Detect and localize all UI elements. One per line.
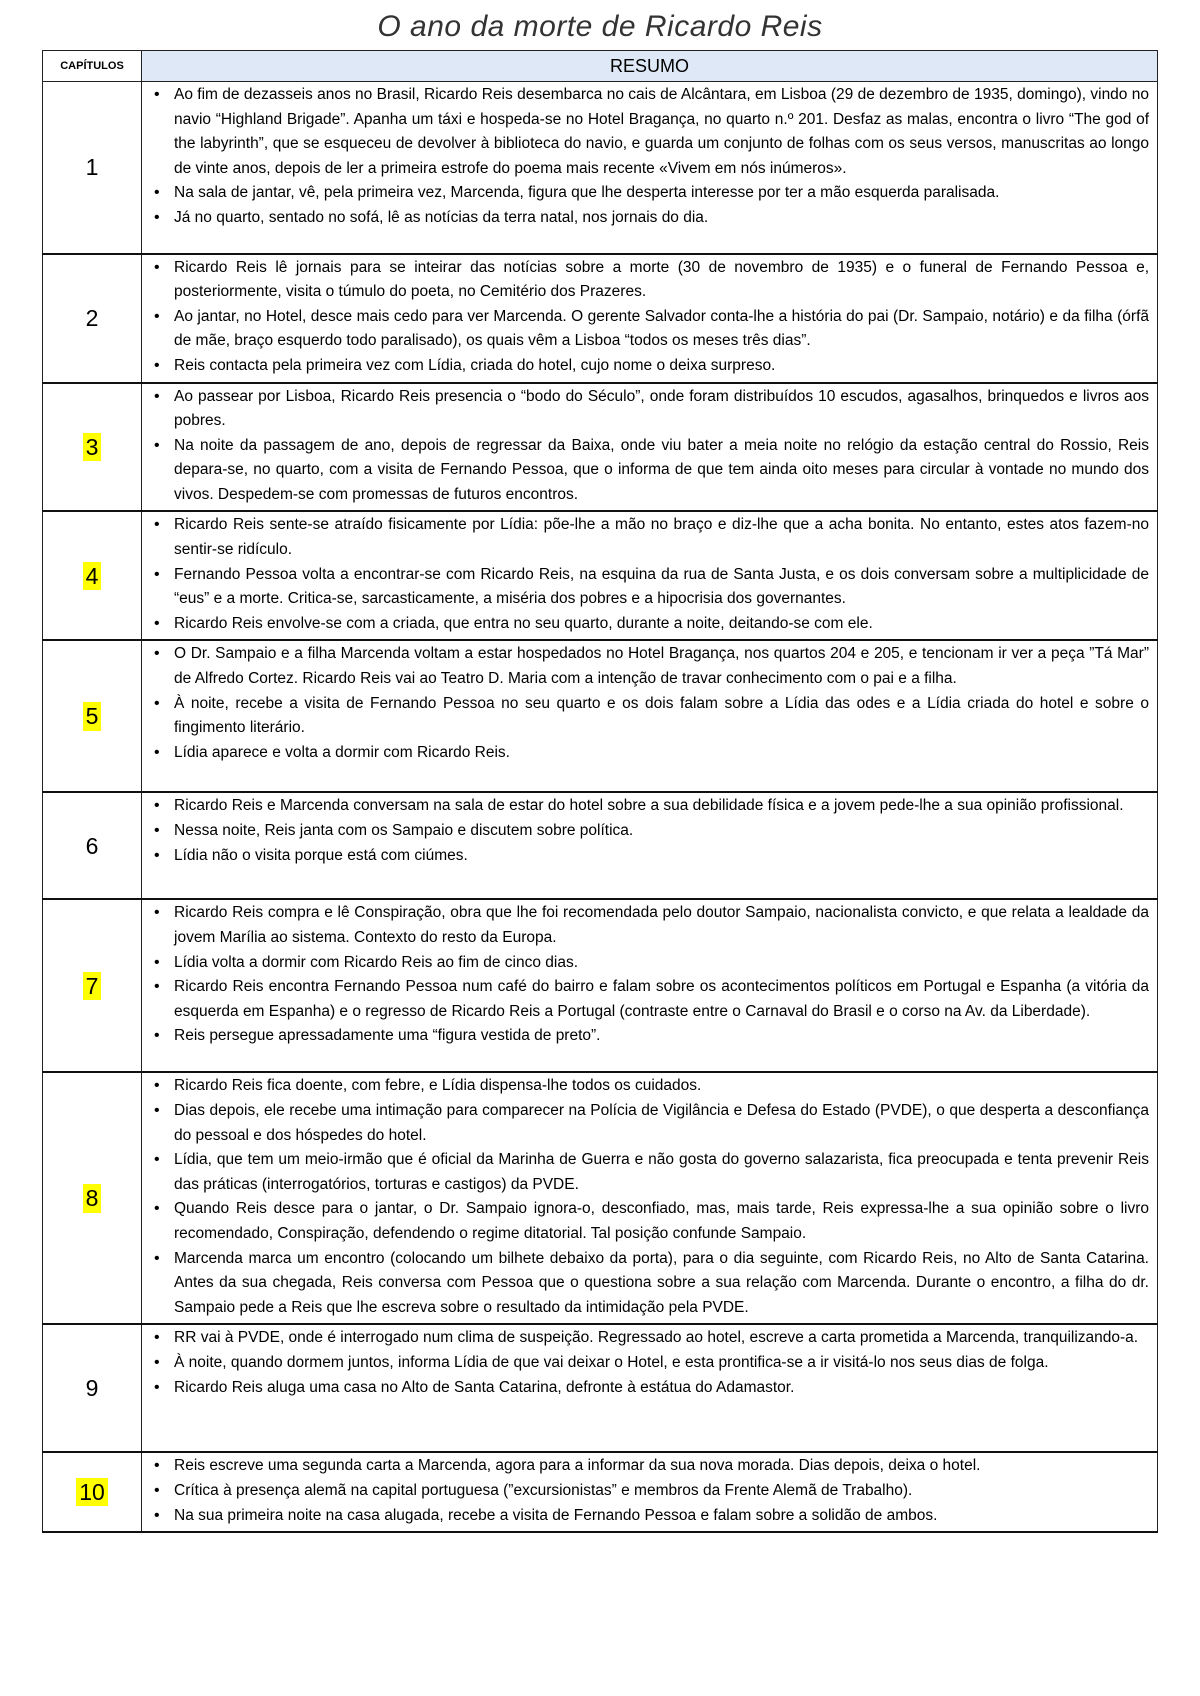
chapter-cell bbox=[43, 899, 142, 1072]
table-header-row bbox=[43, 51, 1158, 82]
summary-item: • Na sua primeira noite na casa alugada, recebe a visita de Fernando Pessoa e falam sobre a solidão de ambos. bbox=[174, 1504, 1149, 1529]
summary-list bbox=[148, 256, 1149, 379]
summary-item: • Marcenda marca um encontro (colocando um bilhete debaixo da porta), para o dia seguinte, com Ricardo Reis, no Alto de Santa Catarina. Antes da sua chegada, Reis conversa com Pessoa que o questiona sobre a sua relação com Marcenda. Durante o encontro, a filha do dr. Sampaio pede a Reis que lhe escreva sobre o resultado da intimidação pela PVDE. bbox=[174, 1247, 1149, 1321]
summary-item: • Ricardo Reis sente-se atraído fisicamente por Lídia: põe-lhe a mão no braço e diz-lhe que a acha bonita. No entanto, estes atos fazem-no sentir-se ridículo. bbox=[174, 513, 1149, 562]
summary-item: • Ao passear por Lisboa, Ricardo Reis presencia o “bodo do Século”, onde foram distribuídos 10 escudos, agasalhos, brinquedos e livros aos pobres. bbox=[174, 385, 1149, 434]
chapter-cell bbox=[43, 511, 142, 640]
summary-list bbox=[148, 1326, 1149, 1400]
summary-item: • Ricardo Reis e Marcenda conversam na sala de estar do hotel sobre a sua debilidade física e a jovem pede-lhe a sua opinião profissional. bbox=[174, 794, 1149, 819]
summary-item: • Ricardo Reis fica doente, com febre, e Lídia dispensa-lhe todos os cuidados. bbox=[174, 1074, 1149, 1099]
summary-cell bbox=[142, 383, 1158, 512]
summary-item: • Já no quarto, sentado no sofá, lê as notícias da terra natal, nos jornais do dia. bbox=[174, 206, 1149, 231]
summary-item: • Crítica à presença alemã na capital portuguesa (”excursionistas” e membros da Frente Alemã de Trabalho). bbox=[174, 1479, 1149, 1504]
table-row bbox=[43, 640, 1158, 792]
table-row bbox=[43, 1324, 1158, 1452]
document-title: O ano da morte de Ricardo Reis bbox=[377, 10, 823, 43]
chapter-number: 7 bbox=[83, 972, 102, 1000]
summary-cell bbox=[142, 511, 1158, 640]
chapter-cell bbox=[43, 1452, 142, 1532]
summary-item: • Ricardo Reis aluga uma casa no Alto de Santa Catarina, defronte à estátua do Adamastor. bbox=[174, 1376, 1149, 1401]
summary-item: • Ricardo Reis lê jornais para se inteirar das notícias sobre a morte (30 de novembro de 1935) e o funeral de Fernando Pessoa e, posteriormente, visita o túmulo do poeta, no Cemitério dos Prazeres. bbox=[174, 256, 1149, 305]
summary-item: • Reis persegue apressadamente uma “figura vestida de preto”. bbox=[174, 1024, 1149, 1049]
summary-cell bbox=[142, 792, 1158, 899]
chapters-column-header: CAPÍTULOS bbox=[43, 51, 142, 82]
summary-item: • Fernando Pessoa volta a encontrar-se com Ricardo Reis, na esquina da rua de Santa Justa, e os dois conversam sobre a multiplicidade de “eus” e a morte. Critica-se, sarcasticamente, a miséria dos pobres e a hipocrisia dos governantes. bbox=[174, 563, 1149, 612]
summary-item: • Lídia volta a dormir com Ricardo Reis ao fim de cinco dias. bbox=[174, 951, 1149, 976]
chapter-cell bbox=[43, 383, 142, 512]
chapter-cell bbox=[43, 82, 142, 254]
table-row bbox=[43, 899, 1158, 1072]
chapter-number: 6 bbox=[85, 832, 99, 859]
table-row bbox=[43, 82, 1158, 254]
summary-list bbox=[148, 1074, 1149, 1320]
summary-item: • Nessa noite, Reis janta com os Sampaio e discutem sobre política. bbox=[174, 819, 1149, 844]
summary-item: • Ricardo Reis envolve-se com a criada, que entra no seu quarto, durante a noite, deitando-se com ele. bbox=[174, 612, 1149, 637]
summary-cell bbox=[142, 254, 1158, 383]
summary-list bbox=[148, 901, 1149, 1049]
summary-cell bbox=[142, 1324, 1158, 1452]
table-row bbox=[43, 254, 1158, 383]
chapter-summary-table bbox=[42, 50, 1158, 1533]
summary-item: • Ao fim de dezasseis anos no Brasil, Ricardo Reis desembarca no cais de Alcântara, em Lisboa (29 de dezembro de 1935, domingo), vindo no navio “Highland Brigade”. Apanha um táxi e hospeda-se no Hotel Bragança, no quarto n.º 201. Desfaz as malas, encontra o livro “The god of the labyrinth”, que se esqueceu de devolver à biblioteca do navio, e guarda um conjunto de folhas com os seus versos, manuscritas ao longo de vinte anos, depois de ler a primeira estrofe do poema mais recente «Vivem em nós inúmeros». bbox=[174, 83, 1149, 181]
chapter-number: 10 bbox=[76, 1478, 108, 1506]
summary-cell bbox=[142, 1452, 1158, 1532]
summary-item: • Na sala de jantar, vê, pela primeira vez, Marcenda, figura que lhe desperta interesse por ter a mão esquerda paralisada. bbox=[174, 181, 1149, 206]
summary-item: • Na noite da passagem de ano, depois de regressar da Baixa, onde viu bater a meia noite no relógio da estação central do Rossio, Reis depara-se, no quarto, com a visita de Fernando Pessoa, que o informa de que tem ainda oito meses para circular à vontade no mundo dos vivos. Despedem-se com promessas de futuros encontros. bbox=[174, 434, 1149, 508]
summary-list bbox=[148, 513, 1149, 636]
chapter-number: 5 bbox=[83, 702, 102, 730]
summary-cell bbox=[142, 82, 1158, 254]
table-row bbox=[43, 511, 1158, 640]
summary-item: • Reis escreve uma segunda carta a Marcenda, agora para a informar da sua nova morada. Dias depois, deixa o hotel. bbox=[174, 1454, 1149, 1479]
summary-list bbox=[148, 83, 1149, 231]
table-row bbox=[43, 383, 1158, 512]
summary-item: • Reis contacta pela primeira vez com Lídia, criada do hotel, cujo nome o deixa surpreso. bbox=[174, 354, 1149, 379]
summary-item: • Lídia, que tem um meio-irmão que é oficial da Marinha de Guerra e não gosta do governo salazarista, fica preocupada e tenta prevenir Reis das práticas (interrogatórios, torturas e castigos) da PVDE. bbox=[174, 1148, 1149, 1197]
table-row bbox=[43, 792, 1158, 899]
summary-item: • À noite, quando dormem juntos, informa Lídia de que vai deixar o Hotel, e esta prontifica-se a ir visitá-lo nos seus dias de folga. bbox=[174, 1351, 1149, 1376]
table-row bbox=[43, 1452, 1158, 1532]
chapter-cell bbox=[43, 792, 142, 899]
summary-column-header: RESUMO bbox=[142, 51, 1158, 82]
table-row bbox=[43, 1072, 1158, 1324]
summary-list bbox=[148, 642, 1149, 765]
chapter-cell bbox=[43, 1324, 142, 1452]
chapter-cell bbox=[43, 254, 142, 383]
summary-item: • Lídia não o visita porque está com ciúmes. bbox=[174, 844, 1149, 869]
summary-item: • Ricardo Reis compra e lê Conspiração, obra que lhe foi recomendada pelo doutor Sampaio, nacionalista convicto, e que relata a lealdade da jovem Marília ao sistema. Contexto do resto da Europa. bbox=[174, 901, 1149, 950]
chapter-number: 8 bbox=[83, 1184, 102, 1212]
chapter-cell bbox=[43, 640, 142, 792]
summary-list bbox=[148, 794, 1149, 868]
summary-item: • RR vai à PVDE, onde é interrogado num clima de suspeição. Regressado ao hotel, escreve a carta prometida a Marcenda, tranquilizando-a. bbox=[174, 1326, 1149, 1351]
summary-cell bbox=[142, 640, 1158, 792]
summary-item: • Ricardo Reis encontra Fernando Pessoa num café do bairro e falam sobre os acontecimentos políticos em Portugal e Espanha (a vitória da esquerda em Espanha) e o regresso de Ricardo Reis a Portugal (contraste entre o Carnaval do Brasil e o corso na Av. da Liberdade). bbox=[174, 975, 1149, 1024]
chapter-number: 3 bbox=[83, 433, 102, 461]
summary-cell bbox=[142, 1072, 1158, 1324]
summary-list bbox=[148, 1454, 1149, 1528]
summary-item: • Quando Reis desce para o jantar, o Dr. Sampaio ignora-o, desconfiado, mas, mais tarde, Reis expressa-lhe a sua opinião sobre o livro recomendado, Conspiração, defendendo o regime ditatorial. Tal posição confunde Sampaio. bbox=[174, 1197, 1149, 1246]
summary-item: • O Dr. Sampaio e a filha Marcenda voltam a estar hospedados no Hotel Bragança, nos quartos 204 e 205, e tencionam ir ver a peça ”Tá Mar” de Alfredo Cortez. Ricardo Reis vai ao Teatro D. Maria com a intenção de travar conhecimento com o pai e a filha. bbox=[174, 642, 1149, 691]
table-body bbox=[43, 82, 1158, 1533]
chapter-cell bbox=[43, 1072, 142, 1324]
summary-item: • Ao jantar, no Hotel, desce mais cedo para ver Marcenda. O gerente Salvador conta-lhe a história do pai (Dr. Sampaio, notário) e da filha (órfã de mãe, braço esquerdo todo paralisado), os quais vêm a Lisboa “todos os meses três dias”. bbox=[174, 305, 1149, 354]
chapter-number: 1 bbox=[85, 154, 99, 181]
summary-item: • À noite, recebe a visita de Fernando Pessoa no seu quarto e os dois falam sobre a Lídia das odes e a Lídia criada do hotel e sobre o fingimento literário. bbox=[174, 692, 1149, 741]
summary-item: • Lídia aparece e volta a dormir com Ricardo Reis. bbox=[174, 741, 1149, 766]
summary-item: • Dias depois, ele recebe uma intimação para comparecer na Polícia de Vigilância e Defesa do Estado (PVDE), o que desperta a desconfiança do pessoal e dos hóspedes do hotel. bbox=[174, 1099, 1149, 1148]
chapter-number: 4 bbox=[83, 562, 102, 590]
chapter-number: 9 bbox=[85, 1375, 99, 1402]
chapter-number: 2 bbox=[85, 304, 99, 331]
summary-cell bbox=[142, 899, 1158, 1072]
summary-list bbox=[148, 385, 1149, 508]
